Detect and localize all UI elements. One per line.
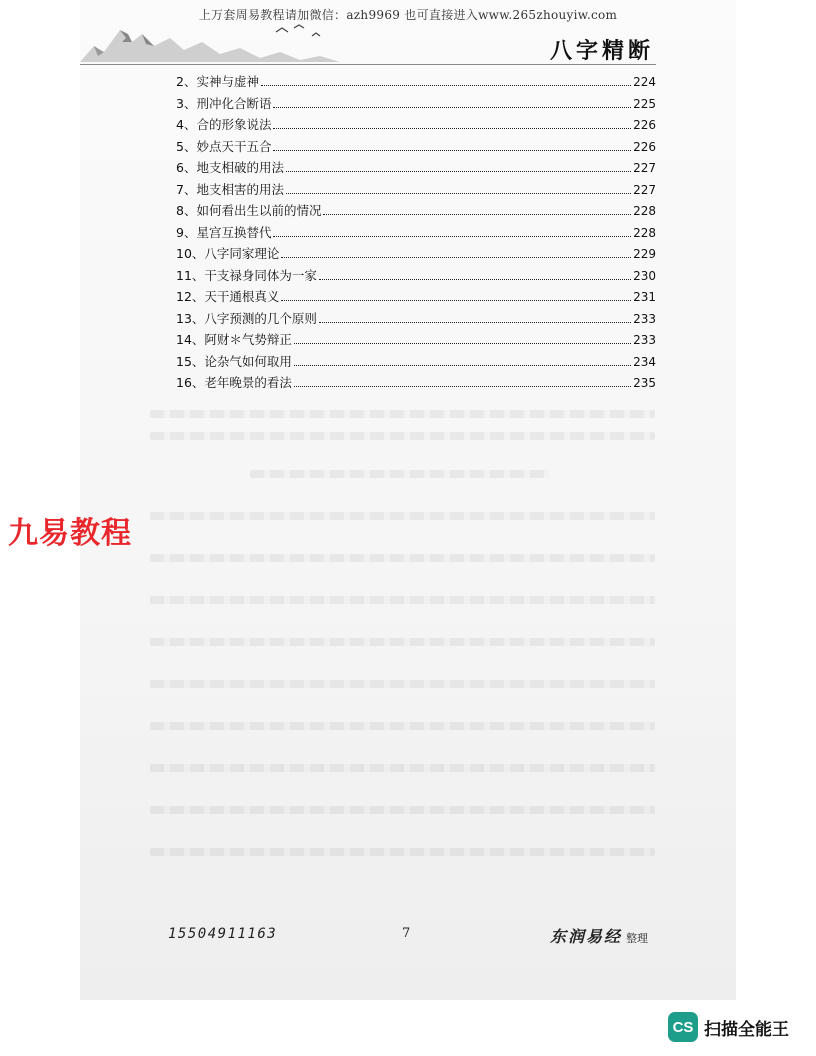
toc-entry-page: 226 <box>633 118 656 132</box>
bleed-through-line <box>150 638 655 646</box>
toc-entry-title: 星宫互换替代 <box>196 224 272 240</box>
toc-entry-title: 论杂气如何取用 <box>204 353 292 369</box>
toc-entry-page: 230 <box>633 268 656 283</box>
bleed-through-line <box>150 410 655 418</box>
toc-leader-dots <box>294 385 631 387</box>
toc-entry-page: 228 <box>633 225 656 240</box>
watermark-header: 上万套周易教程请加微信：azh9969 也可直接进入www.265zhouyiw.com <box>198 8 618 22</box>
toc-leader-dots <box>294 342 631 344</box>
page-number: 7 <box>402 926 411 941</box>
footer-phone: 15504911163 <box>168 926 278 942</box>
toc-entry-page: 226 <box>633 139 656 154</box>
toc-entry-number: 12、 <box>176 289 205 304</box>
toc-entry <box>176 137 656 159</box>
toc-entry-page: 233 <box>633 311 656 326</box>
bleed-through-line <box>150 806 655 814</box>
camscanner-logo-icon: CS <box>668 1012 698 1042</box>
toc-entry-title: 妙点天干五合 <box>196 138 272 154</box>
toc-entry <box>176 158 656 180</box>
toc-entry-title: 如何看出生以前的情况 <box>196 203 322 218</box>
toc-entry-number: 5、 <box>176 138 197 154</box>
toc-leader-dots <box>281 299 631 301</box>
toc-leader-dots <box>294 364 631 366</box>
mountain-illustration <box>80 12 360 64</box>
toc-entry-page: 228 <box>633 204 656 218</box>
brand-stamp: 九易教程 <box>8 516 132 551</box>
toc-entry <box>176 201 656 223</box>
toc-entry-page: 227 <box>633 182 656 197</box>
bleed-through-line <box>150 848 655 856</box>
scanner-badge <box>668 1012 789 1042</box>
toc-entry-number: 10、 <box>176 246 205 261</box>
toc-entry-number: 6、 <box>176 160 197 175</box>
toc-entry-title: 阿财＊气势辩正 <box>204 332 292 347</box>
toc-entry-title: 实神与虚神 <box>196 74 259 89</box>
toc-leader-dots <box>261 84 631 86</box>
toc-entry-page: 235 <box>633 376 656 390</box>
toc-entry-number: 4、 <box>176 117 197 132</box>
toc-entry <box>176 115 656 137</box>
toc-leader-dots <box>319 278 631 280</box>
toc-entry-number: 3、 <box>176 95 197 111</box>
toc-leader-dots <box>286 192 631 194</box>
toc-entry <box>176 287 656 309</box>
editor-name: 东润易经 <box>550 927 623 946</box>
bleed-through-line <box>150 596 655 604</box>
toc-entry <box>176 330 656 352</box>
toc-entry <box>176 352 656 374</box>
toc-entry-page: 231 <box>633 290 656 304</box>
toc-entry-title: 老年晚景的看法 <box>204 375 292 390</box>
toc-entry-page: 229 <box>633 247 656 261</box>
toc-entry-title: 干支禄身同体为一家 <box>204 267 317 283</box>
toc-entry-number: 16、 <box>176 375 205 390</box>
toc-entry-page: 233 <box>633 333 656 347</box>
toc-entry-title: 合的形象说法 <box>196 117 272 132</box>
toc-entry-page: 225 <box>633 96 656 111</box>
toc-entry-number: 7、 <box>176 181 197 197</box>
toc-entry-title: 八字同家理论 <box>204 246 280 261</box>
toc-entry-title: 八字预测的几个原则 <box>204 310 317 326</box>
toc-entry <box>176 244 656 266</box>
bleed-through-line <box>150 432 655 440</box>
toc-entry <box>176 373 656 395</box>
toc-leader-dots <box>323 213 631 215</box>
toc-leader-dots <box>281 256 631 258</box>
toc-leader-dots <box>273 149 631 151</box>
bleed-through-line <box>150 764 655 772</box>
scanner-label: 扫描全能王 <box>704 1019 789 1040</box>
toc-leader-dots <box>286 170 631 172</box>
toc-entry-title: 地支相破的用法 <box>196 160 284 175</box>
editor-suffix: 整理 <box>626 932 649 945</box>
toc-entry-number: 13、 <box>176 310 205 326</box>
footer-editor <box>550 924 648 947</box>
toc-entry-number: 9、 <box>176 224 197 240</box>
toc-entry-title: 地支相害的用法 <box>196 181 284 197</box>
toc-entry-page: 234 <box>633 354 656 369</box>
header-divider <box>80 64 656 65</box>
toc-entry-number: 15、 <box>176 353 205 369</box>
bleed-through-line <box>150 554 655 562</box>
toc-entry-title: 刑冲化合断语 <box>196 95 272 111</box>
toc-entry-number: 11、 <box>176 267 205 283</box>
toc-entry <box>176 72 656 94</box>
toc-leader-dots <box>273 106 631 108</box>
toc-entry-page: 224 <box>633 75 656 89</box>
bleed-through-line <box>150 722 655 730</box>
toc-entry <box>176 180 656 202</box>
toc-entry <box>176 309 656 331</box>
toc-leader-dots <box>273 127 631 129</box>
toc-entry <box>176 223 656 245</box>
toc-entry-number: 2、 <box>176 74 197 89</box>
toc-entry-number: 14、 <box>176 332 205 347</box>
toc-leader-dots <box>319 321 631 323</box>
toc-entry-page: 227 <box>633 161 656 175</box>
bleed-through-line <box>250 470 550 478</box>
bleed-through-line <box>150 512 655 520</box>
book-title: 八字精断 <box>549 38 654 64</box>
bleed-through-line <box>150 680 655 688</box>
toc-leader-dots <box>273 235 631 237</box>
toc-entry <box>176 94 656 116</box>
toc-entry <box>176 266 656 288</box>
table-of-contents <box>176 72 656 395</box>
toc-entry-title: 天干通根真义 <box>204 289 280 304</box>
toc-entry-number: 8、 <box>176 203 197 218</box>
